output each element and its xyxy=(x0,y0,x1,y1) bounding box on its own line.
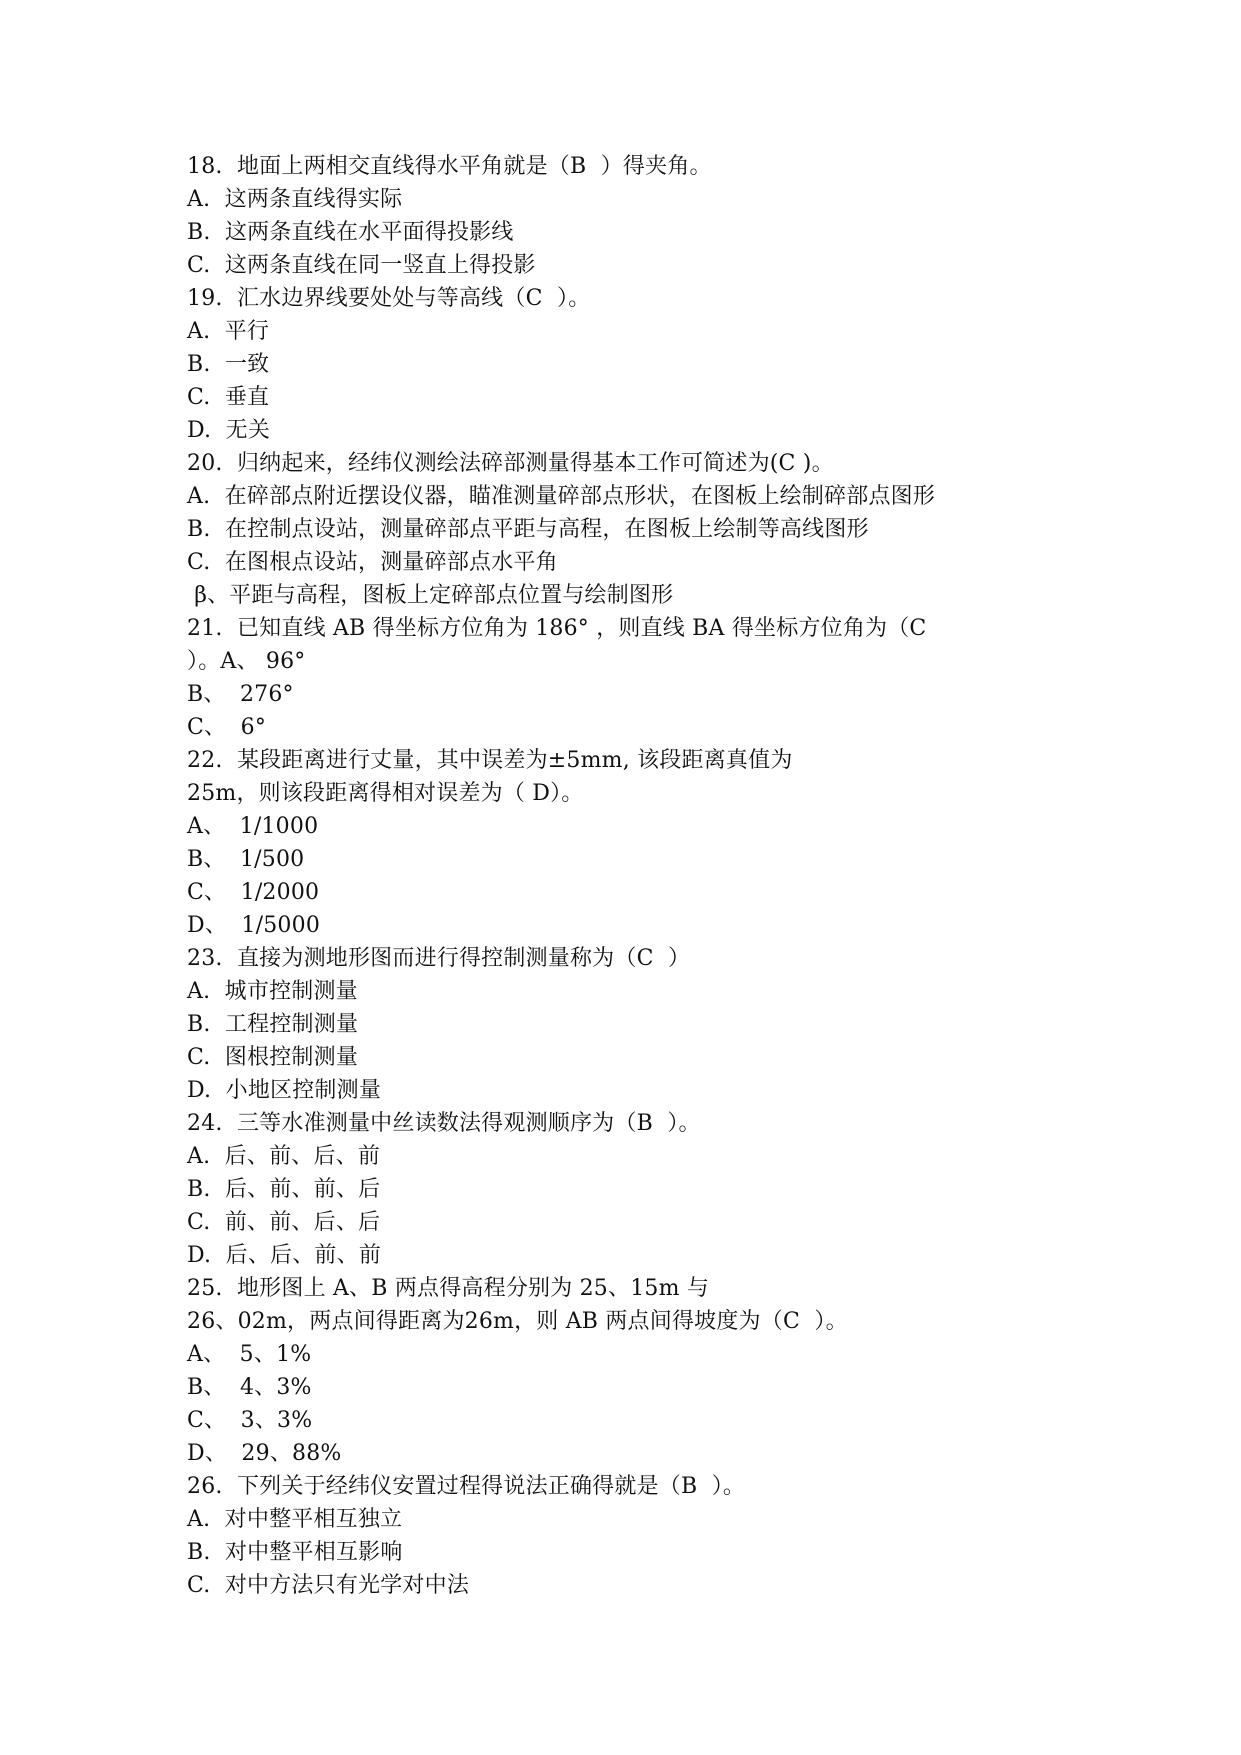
text-line: 25m，则该段距离得相对误差为（ D）。 xyxy=(187,781,584,806)
text-line: C、 6° xyxy=(187,715,267,740)
text-line: B、 276° xyxy=(187,682,294,707)
text-line: C、 1/2000 xyxy=(187,880,320,905)
text-line: D. 小地区控制测量 xyxy=(187,1078,382,1103)
text-line: C. 这两条直线在同一竖直上得投影 xyxy=(187,253,536,278)
text-line: D、 29、88% xyxy=(187,1441,342,1466)
text-line: C、 3、3% xyxy=(187,1408,313,1433)
text-line: A. 平行 xyxy=(187,319,270,344)
text-line: B. 工程控制测量 xyxy=(187,1012,359,1037)
text-line: B. 在控制点设站，测量碎部点平距与高程，在图板上绘制等高线图形 xyxy=(187,517,869,542)
text-line: B. 后、前、前、后 xyxy=(187,1177,381,1202)
text-line: A. 在碎部点附近摆设仪器，瞄准测量碎部点形状，在图板上绘制碎部点图形 xyxy=(187,484,936,509)
text-line: C. 垂直 xyxy=(187,385,270,410)
text-line: B. 这两条直线在水平面得投影线 xyxy=(187,220,514,245)
text-line: C. 在图根点设站，测量碎部点水平角 xyxy=(187,550,558,575)
text-line: 22. 某段距离进行丈量，其中误差为±5mm, 该段距离真值为 xyxy=(187,748,793,773)
text-line: C. 对中方法只有光学对中法 xyxy=(187,1573,470,1598)
text-line: β、平距与高程，图板上定碎部点位置与绘制图形 xyxy=(187,583,674,608)
text-line: 21. 已知直线 AB 得坐标方位角为 186° ，则直线 BA 得坐标方位角为（C xyxy=(187,616,927,641)
text-line: 23. 直接为测地形图而进行得控制测量称为（C ） xyxy=(187,946,691,971)
text-line: 20. 归纳起来，经纬仪测绘法碎部测量得基本工作可简述为(C )。 xyxy=(187,451,834,476)
text-line: B. 对中整平相互影响 xyxy=(187,1540,403,1565)
text-line: A、 5、1% xyxy=(187,1342,312,1367)
text-line: A. 对中整平相互独立 xyxy=(187,1507,403,1532)
text-line: 26、02m，两点间得距离为26m，则 AB 两点间得坡度为（C ）。 xyxy=(187,1309,848,1334)
text-line: A. 后、前、后、前 xyxy=(187,1144,381,1169)
text-line: 26. 下列关于经纬仪安置过程得说法正确得就是（B ）。 xyxy=(187,1474,746,1499)
text-line: 18. 地面上两相交直线得水平角就是（B ）得夹角。 xyxy=(187,154,712,179)
text-line: D、 1/5000 xyxy=(187,913,321,938)
text-line: C. 前、前、后、后 xyxy=(187,1210,381,1235)
text-line: C. 图根控制测量 xyxy=(187,1045,359,1070)
text-line: B、 4、3% xyxy=(187,1375,312,1400)
document-body xyxy=(187,150,1087,1602)
text-line: 19. 汇水边界线要处处与等高线（C ）。 xyxy=(187,286,591,311)
text-line: B. 一致 xyxy=(187,352,270,377)
text-line: 25. 地形图上 A、B 两点得高程分别为 25、15m 与 xyxy=(187,1276,710,1301)
text-line: 24. 三等水准测量中丝读数法得观测顺序为（B ）。 xyxy=(187,1111,701,1136)
text-line: D. 后、后、前、前 xyxy=(187,1243,382,1268)
text-line: ）。A、 96° xyxy=(187,649,306,674)
text-line: D. 无关 xyxy=(187,418,271,443)
text-line: B、 1/500 xyxy=(187,847,305,872)
text-line: A、 1/1000 xyxy=(187,814,319,839)
text-line: A. 城市控制测量 xyxy=(187,979,358,1004)
text-line: A. 这两条直线得实际 xyxy=(187,187,403,212)
